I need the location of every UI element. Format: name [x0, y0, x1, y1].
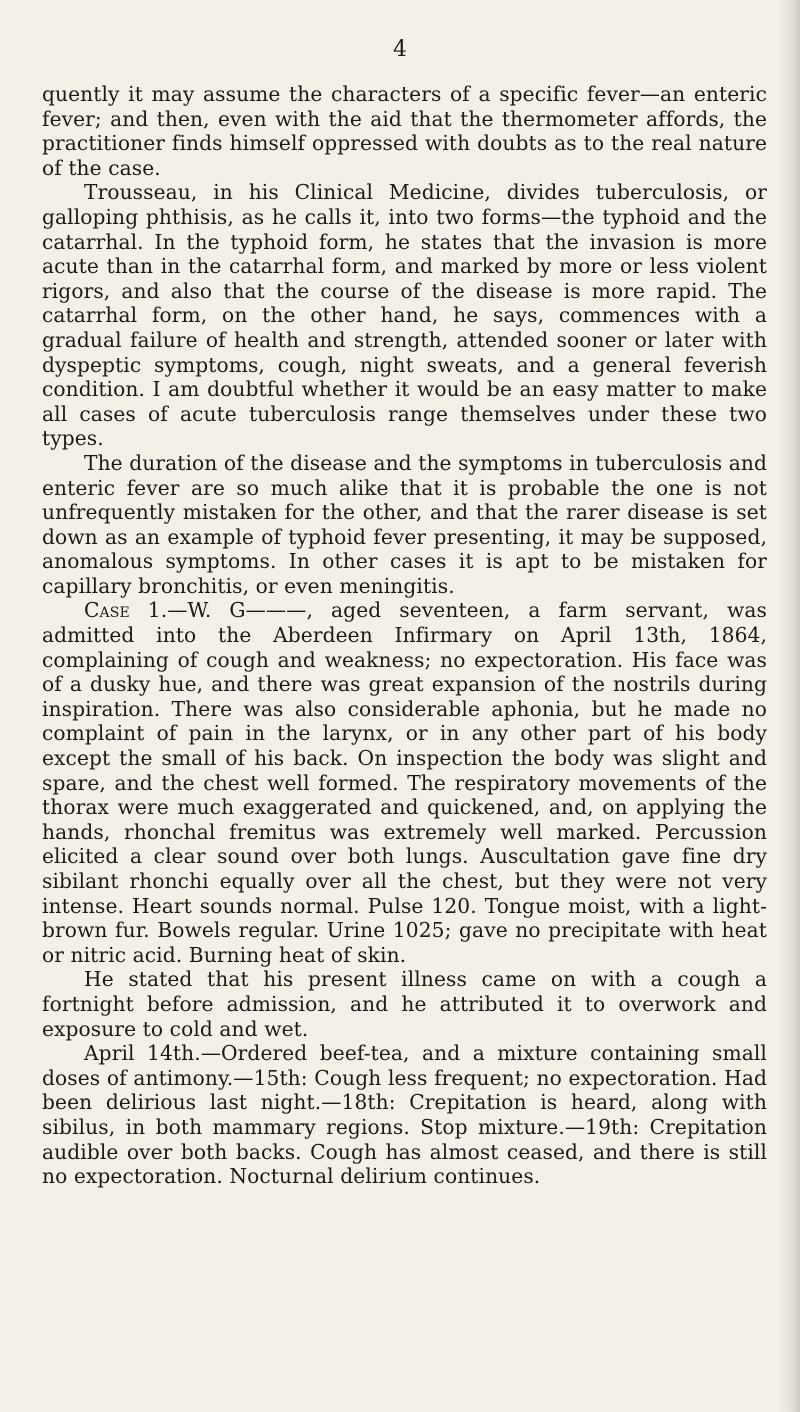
- paragraph-duration: The duration of the disease and the symptoms in tuberculosis and enteric fever are so much alike that it is probable the one is not unfrequently mistaken for the other, and that the rarer disease is set down as an example of typhoid fever presenting, it may be supposed, anomalous symptoms. In other cases it is apt to be mistaken for capillary bronchitis, or even meningitis.: [42, 450, 767, 598]
- page-edge-shadow: [778, 0, 800, 1412]
- body-text: [42, 82, 767, 1189]
- case-text: —W. G———, aged seventeen, a farm servant, was admitted into the Aberdeen Infirmary on April 13th, 1864, complaining of cough and weakness; no expectoration. His face was of a dusky hue, and there was great expansion of the nostrils during inspiration. There was also considerable aphonia, but he made no complaint of pain in the larynx, or in any other part of his body except the small of his back. On inspection the body was slight and spare, and the chest well formed. The respiratory movements of the thorax were much exaggerated and quickened, and, on applying the hands, rhonchal fremitus was extremely well marked. Percussion elicited a clear sound over both lungs. Auscultation gave fine dry sibilant rhonchi equally over all the chest, but they were not very intense. Heart sounds normal. Pulse 120. Tongue moist, with a light-brown fur. Bowels regular. Urine 1025; gave no precipitate with heat or nitric acid. Burning heat of skin.: [42, 598, 768, 967]
- paragraph-case-1: [42, 598, 767, 967]
- case-label: Case 1.: [84, 598, 168, 623]
- paragraph-april-notes: April 14th.—Ordered beef-tea, and a mixture containing small doses of antimony.—15th: Cough less frequent; no expectoration. Had been delirious last night.—18th: Crepitation is heard, along with sibilus, in both mammary regions. Stop mixture.—19th: Crepitation audible over both backs. Cough has almost ceased, and there is still no expectoration. Nocturnal delirium continues.: [42, 1041, 767, 1189]
- paragraph-trousseau: Trousseau, in his Clinical Medicine, divides tuberculosis, or galloping phthisis, as he calls it, into two forms—the typhoid and the catarrhal. In the typhoid form, he states that the invasion is more acute than in the catarrhal form, and marked by more or less violent rigors, and also that the course of the disease is more rapid. The catarrhal form, on the other hand, he says, commences with a gradual failure of health and strength, attended sooner or later with dyspeptic symptoms, cough, night sweats, and a general feverish condition. I am doubtful whether it would be an easy matter to make all cases of acute tuberculosis range themselves under these two types.: [42, 180, 767, 451]
- page-number: 4: [393, 37, 407, 62]
- paragraph-illness-onset: He stated that his present illness came on with a cough a fortnight before admission, and he attributed it to overwork and exposure to cold and wet.: [42, 967, 767, 1041]
- paragraph-continuation: quently it may assume the characters of a specific fever—an enteric fever; and then, even with the aid that the thermometer affords, the practitioner finds himself oppressed with doubts as to the real nature of the case.: [42, 82, 767, 180]
